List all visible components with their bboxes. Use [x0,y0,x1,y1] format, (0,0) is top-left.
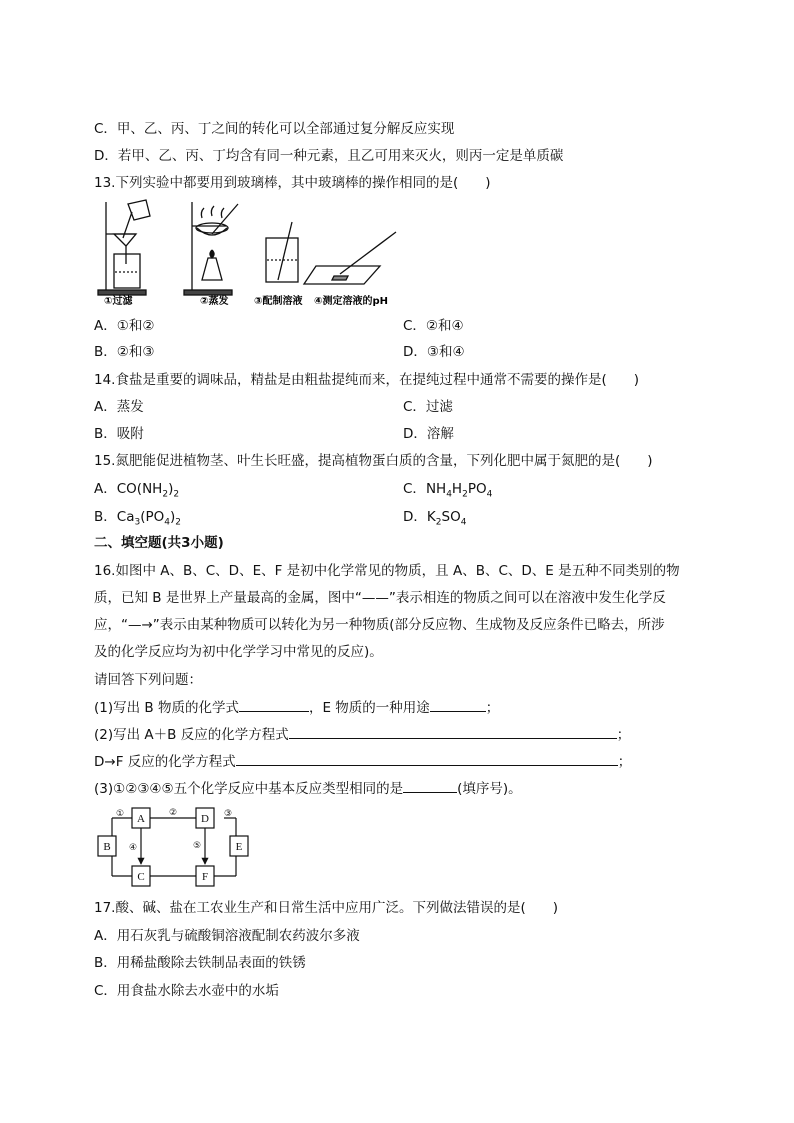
q17-option-a: A．用石灰乳与硫酸铜溶液配制农药波尔多液 [94,928,360,944]
edge-label-5: ⑤ [192,841,202,851]
q12-option-c: C．甲、乙、丙、丁之间的转化可以全部通过复分解反应实现 [94,121,455,137]
edge-label-3: ③ [223,809,233,819]
q13-option-b: B．②和③ [94,344,155,360]
q13-option-c: C．②和④ [403,318,464,334]
answer-blank[interactable] [289,724,617,739]
q15-option-b: B．$Ca_3(PO_4)_2$ [94,509,181,528]
fig-label-filtration: ①过滤 [104,296,133,307]
q17-option-b: B．用稀盐酸除去铁制品表面的铁锈 [94,955,306,971]
q16-sub3: D→F 反应的化学方程式 ； [94,751,631,772]
node-d: D [201,813,209,825]
fig-label-ph-test: ④测定溶液的pH [314,296,388,307]
q14-option-d: D．溶解 [403,426,454,442]
answer-blank[interactable] [236,751,618,766]
q16-sub2: (2)写出 A＋B 反应的化学方程式 ； [94,724,630,745]
q14-option-b: B．吸附 [94,426,144,442]
edge-label-4: ④ [128,843,138,853]
q16-stem-line-3: 应，“—→”表示由某种物质可以转化为另一种物质(部分反应物、生成物及反应条件已略去，所涉 [94,617,665,633]
section-title: 二、填空题(共3小题) [94,535,224,551]
q16-sub1: (1)写出 B 物质的化学式 ，E 物质的一种用途 ； [94,697,499,718]
q16-stem-line-2: 质，已知 B 是世界上产量最高的金属，图中“——”表示相连的物质之间可以在溶液中发生化学反 [94,590,666,606]
node-b: B [103,841,111,853]
q14-option-c: C．过滤 [403,399,453,415]
node-e: E [235,841,243,853]
q16-sub4: (3)①②③④⑤五个化学反应中基本反应类型相同的是 (填序号)。 [94,778,522,799]
node-a: A [137,813,145,825]
fig-label-evaporation: ②蒸发 [200,296,229,307]
q16-reaction-diagram [94,804,254,890]
q14-stem: 14.食盐是重要的调味品，精盐是由粗盐提纯而来，在提纯过程中通常不需要的操作是( ) [94,372,640,388]
node-f: F [201,871,209,883]
q16-stem-line-1: 16.如图中 A、B、C、D、E、F 是初中化学常见的物质，且 A、B、C、D、E 是五种不同类别的物 [94,563,680,579]
answer-blank[interactable] [403,778,457,793]
q14-option-a: A．蒸发 [94,399,144,415]
q15-option-a: A．$CO(NH_2)_2$ [94,481,180,500]
edge-label-1: ① [115,809,125,819]
q17-stem: 17.酸、碱、盐在工农业生产和日常生活中应用广泛。下列做法错误的是( ) [94,900,559,916]
fig-label-dissolving: ③配制溶液 [254,296,303,307]
q15-option-d: D．$K_2SO_4$ [403,509,467,528]
q13-stem: 13.下列实验中都要用到玻璃棒，其中玻璃棒的操作相同的是( ) [94,175,491,191]
q16-prompt: 请回答下列问题： [94,672,202,688]
node-c: C [137,871,145,883]
q17-option-c: C．用食盐水除去水壶中的水垢 [94,983,279,999]
answer-blank[interactable] [430,697,486,712]
edge-label-2: ② [168,808,178,818]
q16-stem-line-4: 及的化学反应均为初中化学学习中常见的反应)。 [94,644,383,660]
q15-option-c: C．$NH_4H_2PO_4$ [403,481,493,500]
q13-option-a: A．①和② [94,318,155,334]
q15-stem: 15.氮肥能促进植物茎、叶生长旺盛，提高植物蛋白质的含量，下列化肥中属于氮肥的是( ) [94,453,653,469]
q12-option-d: D．若甲、乙、丙、丁均含有同一种元素，且乙可用来灭火，则丙一定是单质碳 [94,148,564,164]
answer-blank[interactable] [239,697,309,712]
q13-apparatus-figure [96,198,400,310]
q13-option-d: D．③和④ [403,344,465,360]
